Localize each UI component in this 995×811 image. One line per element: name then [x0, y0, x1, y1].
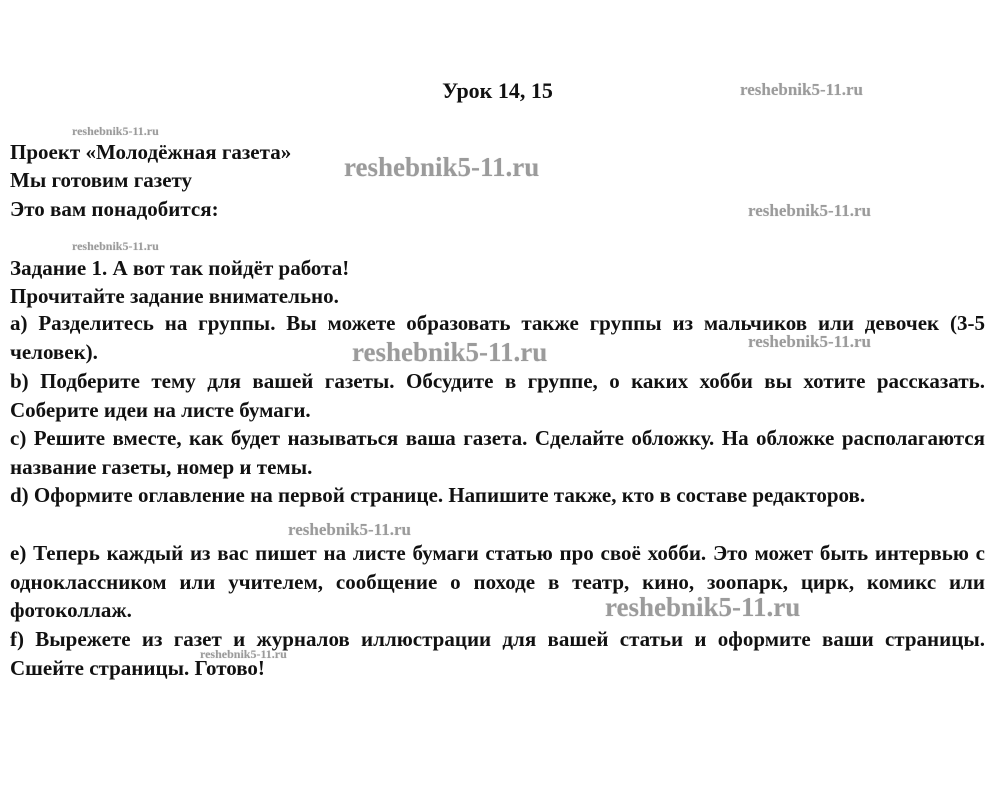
watermark: reshebnik5-11.ru	[740, 80, 863, 99]
task-item-e: e) Теперь каждый из вас пишет на листе бумаги статью про своё хобби. Это может быть интервью с одноклассником или учителем, сообщение о походе в театр, кино, зоопарк, цирк, комикс или фотоколлаж.	[10, 541, 985, 623]
project-title: Проект «Молодёжная газета»	[10, 140, 292, 164]
task-instruction: Прочитайте задание внимательно.	[10, 284, 339, 308]
task-heading: Задание 1. А вот так пойдёт работа!	[10, 256, 350, 280]
task-item-b: b) Подберите тему для вашей газеты. Обсудите в группе, о каких хобби вы хотите рассказать. Соберите идеи на листе бумаги.	[10, 369, 985, 422]
watermark: reshebnik5-11.ru	[72, 124, 159, 138]
watermark: reshebnik5-11.ru	[288, 520, 411, 539]
subtitle-need: Это вам понадобится:	[10, 197, 219, 221]
task-item-f: f) Вырежете из газет и журналов иллюстрации для вашей статьи и оформите ваши страницы. Сшейте страницы. Готово!	[10, 627, 985, 680]
watermark: reshebnik5-11.ru	[748, 201, 871, 220]
watermark: reshebnik5-11.ru	[72, 239, 159, 253]
watermark: reshebnik5-11.ru	[605, 592, 801, 622]
task-item-c: c) Решите вместе, как будет называться ваша газета. Сделайте обложку. На обложке располагаются название газеты, номер и темы.	[10, 426, 985, 479]
task-item-d: d) Оформите оглавление на первой странице. Напишите также, кто в составе редакторов.	[10, 483, 866, 507]
watermark: reshebnik5-11.ru	[748, 332, 871, 351]
subtitle-prepare: Мы готовим газету	[10, 168, 193, 192]
watermark: reshebnik5-11.ru	[200, 647, 287, 661]
watermark: reshebnik5-11.ru	[352, 337, 548, 367]
lesson-title: Урок 14, 15	[442, 78, 553, 103]
task-item-a: a) Разделитесь на группы. Вы можете образовать также группы из мальчиков или девочек (3-5 человек).	[10, 311, 985, 364]
watermark: reshebnik5-11.ru	[344, 152, 540, 182]
